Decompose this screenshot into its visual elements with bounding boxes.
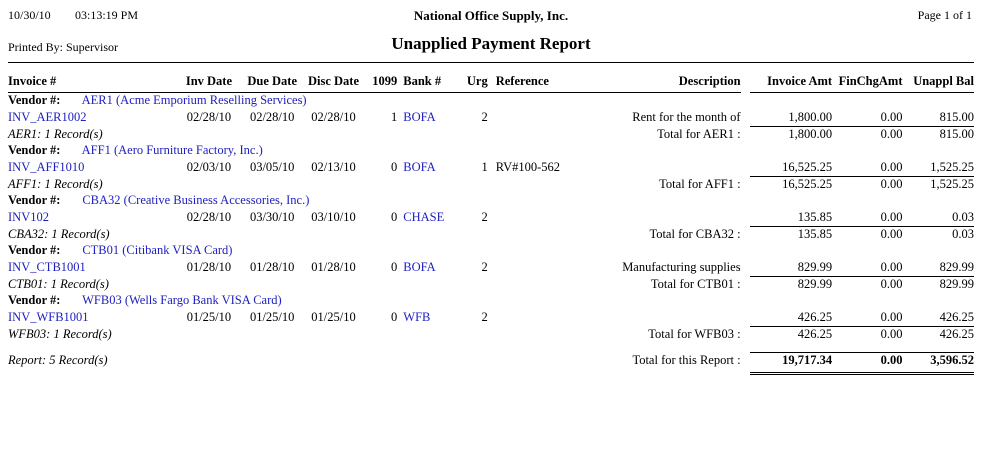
vendor-blank-3 <box>903 293 975 310</box>
inv-date: 01/28/10 <box>186 260 232 274</box>
due-date: 02/28/10 <box>249 110 295 124</box>
vendor-total-unappl-bal: 829.99 <box>903 277 975 294</box>
invoice-link[interactable] <box>8 260 177 277</box>
blank <box>401 327 461 344</box>
disc-date: 02/28/10 <box>311 110 356 124</box>
blank <box>401 277 461 294</box>
blank <box>461 327 492 344</box>
table-row <box>8 260 974 277</box>
invoice-link[interactable] <box>8 160 177 177</box>
due-date: 03/30/10 <box>249 210 295 224</box>
report-record-count: Report: 5 Record(s) <box>8 352 108 367</box>
row-gap <box>741 327 751 344</box>
vendor-id-link[interactable]: AER1 <box>81 93 113 107</box>
vendor-blank-2 <box>832 93 902 111</box>
finchg-amt: 0.00 <box>880 110 903 124</box>
header-divider <box>8 62 974 63</box>
finchg-amt: 0.00 <box>880 210 903 224</box>
row-gap <box>741 160 751 177</box>
invoice-number: INV_AFF1010 <box>8 160 85 174</box>
report-total-label: Total for this Report : <box>632 352 741 367</box>
vendor-total-finchg-amt: 0.00 <box>832 327 902 344</box>
vendor-label: Vendor #: <box>8 243 61 257</box>
vendor-header-cell <box>8 143 741 160</box>
col-invoice-amt: Invoice Amt <box>750 74 832 93</box>
inv-date: 02/28/10 <box>186 110 232 124</box>
vendor-blank-2 <box>832 193 902 210</box>
col-reference: Reference <box>492 74 597 93</box>
urg-value: 2 <box>481 110 488 124</box>
description-value: Manufacturing supplies <box>622 260 741 274</box>
blank <box>492 353 597 374</box>
bank-link[interactable] <box>401 110 461 127</box>
row-gap <box>741 110 751 127</box>
vendor-label: Vendor #: <box>8 193 61 207</box>
blank <box>492 277 597 294</box>
col-finchg-amt: FinChgAmt <box>832 74 902 93</box>
col-1099: 1099 <box>363 74 401 93</box>
vendor-total-label: Total for AFF1 : <box>659 176 741 191</box>
vendor-total-row <box>8 127 974 144</box>
vendor-total-label: Total for WFB03 : <box>648 326 741 341</box>
vendor-header-cell <box>8 243 741 260</box>
blank <box>241 177 304 194</box>
blank <box>461 177 492 194</box>
col-inv-date: Inv Date <box>177 74 241 93</box>
vendor-total-finchg-amt: 0.00 <box>832 177 902 194</box>
col-urg: Urg <box>461 74 492 93</box>
vendor-blank-1 <box>750 193 832 210</box>
vendor-gap <box>741 143 751 160</box>
blank <box>241 353 304 374</box>
report-header-line1 <box>0 8 982 24</box>
vendor-id-link[interactable]: WFB03 <box>82 293 122 307</box>
bank-code: BOFA <box>403 160 436 174</box>
blank <box>304 127 364 144</box>
column-header-row <box>8 74 974 93</box>
printed-by: Printed By: Supervisor <box>8 40 118 54</box>
report-total-invoice-amt: 19,717.34 <box>750 353 832 374</box>
blank <box>241 277 304 294</box>
blank <box>241 127 304 144</box>
blank <box>241 227 304 244</box>
blank <box>304 353 364 374</box>
flag-1099: 1 <box>391 110 398 124</box>
vendor-group-header <box>8 293 974 310</box>
vendor-group-header <box>8 143 974 160</box>
due-date: 01/28/10 <box>249 260 295 274</box>
vendor-blank-3 <box>903 243 975 260</box>
bank-link[interactable] <box>401 210 461 227</box>
vendor-total-label: Total for CTB01 : <box>650 276 741 291</box>
flag-1099: 0 <box>391 160 398 174</box>
blank <box>401 127 461 144</box>
vendor-total-invoice-amt: 1,800.00 <box>750 127 832 144</box>
table-row <box>8 310 974 327</box>
vendor-name: (Acme Emporium Reselling Services) <box>116 93 307 107</box>
spacer-cell <box>8 343 974 353</box>
vendor-total-unappl-bal: 815.00 <box>903 127 975 144</box>
vendor-total-unappl-bal: 1,525.25 <box>903 177 975 194</box>
col-gap <box>741 74 751 93</box>
blank <box>304 327 364 344</box>
blank <box>177 327 241 344</box>
bank-code: BOFA <box>403 110 436 124</box>
blank <box>401 353 461 374</box>
vendor-record-count: CTB01: 1 Record(s) <box>8 276 109 291</box>
row-gap <box>741 277 751 294</box>
vendor-total-finchg-amt: 0.00 <box>832 227 902 244</box>
urg-value: 2 <box>481 210 488 224</box>
blank <box>363 353 401 374</box>
table-row <box>8 160 974 177</box>
vendor-label: Vendor #: <box>8 93 61 107</box>
blank <box>492 177 597 194</box>
bank-code: CHASE <box>403 210 445 224</box>
unappl-bal: 815.00 <box>939 110 974 124</box>
blank <box>363 227 401 244</box>
row-gap <box>741 177 751 194</box>
bank-code: WFB <box>403 310 431 324</box>
vendor-name: (Wells Fargo Bank VISA Card) <box>124 293 282 307</box>
table-row <box>8 210 974 227</box>
unappl-bal: 0.03 <box>952 210 974 224</box>
vendor-blank-3 <box>903 143 975 160</box>
invoice-amt: 135.85 <box>797 210 833 224</box>
invoice-amt: 16,525.25 <box>782 160 833 174</box>
unappl-bal: 829.99 <box>939 260 974 274</box>
reference-value <box>492 310 597 327</box>
col-invoice: Invoice # <box>8 74 177 93</box>
due-date: 03/05/10 <box>249 160 295 174</box>
urg-value: 1 <box>481 160 488 174</box>
vendor-blank-1 <box>750 293 832 310</box>
invoice-number: INV_CTB1001 <box>8 260 86 274</box>
blank <box>492 327 597 344</box>
disc-date: 01/28/10 <box>311 260 356 274</box>
vendor-group-header <box>8 243 974 260</box>
vendor-total-row <box>8 227 974 244</box>
blank <box>177 127 241 144</box>
blank <box>304 277 364 294</box>
vendor-total-label: Total for AER1 : <box>657 126 741 141</box>
vendor-blank-2 <box>832 243 902 260</box>
vendor-label: Vendor #: <box>8 143 61 157</box>
vendor-gap <box>741 93 751 111</box>
vendor-group-header <box>8 93 974 111</box>
inv-date: 02/28/10 <box>186 210 232 224</box>
col-unappl-bal: Unappl Bal <box>903 74 975 93</box>
invoice-link[interactable] <box>8 110 177 127</box>
flag-1099: 0 <box>391 310 398 324</box>
vendor-name: (Aero Furniture Factory, Inc.) <box>113 143 263 157</box>
flag-1099: 0 <box>391 210 398 224</box>
row-gap <box>741 353 751 374</box>
vendor-id-link[interactable]: AFF1 <box>81 143 111 157</box>
vendor-id-link[interactable]: CBA32 <box>82 193 121 207</box>
vendor-record-count: AER1: 1 Record(s) <box>8 126 103 141</box>
report-total-unappl-bal: 3,596.52 <box>903 353 975 374</box>
vendor-blank-1 <box>750 143 832 160</box>
report-date: 10/30/10 <box>8 8 51 22</box>
bank-code: BOFA <box>403 260 436 274</box>
invoice-amt: 1,800.00 <box>788 110 833 124</box>
vendor-label: Vendor #: <box>8 293 61 307</box>
report-time: 03:13:19 PM <box>75 8 139 22</box>
blank <box>492 127 597 144</box>
blank <box>401 227 461 244</box>
col-disc-date: Disc Date <box>304 74 364 93</box>
vendor-blank-1 <box>750 93 832 111</box>
urg-value: 2 <box>481 260 488 274</box>
finchg-amt: 0.00 <box>880 310 903 324</box>
vendor-record-count: AFF1: 1 Record(s) <box>8 176 103 191</box>
description-value <box>597 310 741 327</box>
reference-value: RV#100-562 <box>495 160 561 174</box>
vendor-total-invoice-amt: 426.25 <box>750 327 832 344</box>
blank <box>492 227 597 244</box>
vendor-blank-2 <box>832 143 902 160</box>
footer-spacer <box>8 343 974 353</box>
reference-value <box>492 210 597 227</box>
vendor-id-link[interactable]: CTB01 <box>82 243 120 257</box>
table-row <box>8 110 974 127</box>
vendor-total-unappl-bal: 426.25 <box>903 327 975 344</box>
blank <box>177 177 241 194</box>
finchg-amt: 0.00 <box>880 160 903 174</box>
vendor-blank-3 <box>903 93 975 111</box>
inv-date: 02/03/10 <box>186 160 232 174</box>
bank-link[interactable] <box>401 310 461 327</box>
blank <box>401 177 461 194</box>
invoice-amt: 829.99 <box>797 260 833 274</box>
row-gap <box>741 260 751 277</box>
vendor-total-finchg-amt: 0.00 <box>832 127 902 144</box>
disc-date: 01/25/10 <box>311 310 356 324</box>
report-table-body <box>8 74 974 374</box>
blank <box>304 177 364 194</box>
blank <box>461 353 492 374</box>
blank <box>461 127 492 144</box>
report-header-line2 <box>0 34 982 58</box>
urg-value: 2 <box>481 310 488 324</box>
invoice-link[interactable] <box>8 310 177 327</box>
disc-date: 02/13/10 <box>311 160 356 174</box>
col-due-date: Due Date <box>241 74 304 93</box>
vendor-blank-2 <box>832 293 902 310</box>
inv-date: 01/25/10 <box>186 310 232 324</box>
vendor-total-invoice-amt: 135.85 <box>750 227 832 244</box>
vendor-group-header <box>8 193 974 210</box>
vendor-total-invoice-amt: 829.99 <box>750 277 832 294</box>
blank <box>241 327 304 344</box>
page-number: Page 1 of 1 <box>917 8 972 22</box>
reference-value <box>492 260 597 277</box>
vendor-total-row <box>8 277 974 294</box>
vendor-total-label: Total for CBA32 : <box>649 226 741 241</box>
invoice-link[interactable] <box>8 210 177 227</box>
invoice-number: INV102 <box>8 210 49 224</box>
description-value <box>597 160 741 177</box>
row-gap <box>741 127 751 144</box>
reference-value <box>492 110 597 127</box>
vendor-total-unappl-bal: 0.03 <box>903 227 975 244</box>
vendor-gap <box>741 243 751 260</box>
vendor-header-cell <box>8 293 741 310</box>
blank <box>177 353 241 374</box>
invoice-amt: 426.25 <box>797 310 833 324</box>
vendor-name: (Creative Business Accessories, Inc.) <box>123 193 310 207</box>
vendor-blank-1 <box>750 243 832 260</box>
flag-1099: 0 <box>391 260 398 274</box>
finchg-amt: 0.00 <box>880 260 903 274</box>
unappl-bal: 426.25 <box>939 310 974 324</box>
row-gap <box>741 310 751 327</box>
report-table <box>8 74 974 375</box>
due-date: 01/25/10 <box>249 310 295 324</box>
bank-link[interactable] <box>401 160 461 177</box>
invoice-number: INV_WFB1001 <box>8 310 89 324</box>
col-description: Description <box>597 74 741 93</box>
col-bank: Bank # <box>401 74 461 93</box>
blank <box>363 127 401 144</box>
blank <box>304 227 364 244</box>
row-gap <box>741 227 751 244</box>
vendor-header-cell <box>8 93 741 111</box>
blank <box>363 177 401 194</box>
vendor-total-row <box>8 327 974 344</box>
vendor-header-cell <box>8 193 741 210</box>
vendor-total-invoice-amt: 16,525.25 <box>750 177 832 194</box>
vendor-total-finchg-amt: 0.00 <box>832 277 902 294</box>
disc-date: 03/10/10 <box>311 210 356 224</box>
page-title: Unapplied Payment Report <box>391 34 591 53</box>
vendor-record-count: WFB03: 1 Record(s) <box>8 326 112 341</box>
vendor-name: (Citibank VISA Card) <box>122 243 233 257</box>
row-gap <box>741 210 751 227</box>
unappl-bal: 1,525.25 <box>930 160 974 174</box>
description-value <box>597 210 741 227</box>
vendor-total-row <box>8 177 974 194</box>
invoice-number: INV_AER1002 <box>8 110 87 124</box>
blank <box>461 227 492 244</box>
blank <box>363 277 401 294</box>
blank <box>363 327 401 344</box>
vendor-record-count: CBA32: 1 Record(s) <box>8 226 110 241</box>
company-name: National Office Supply, Inc. <box>413 8 569 23</box>
blank <box>177 277 241 294</box>
description-value: Rent for the month of <box>632 110 741 124</box>
report-total-finchg-amt: 0.00 <box>832 353 902 374</box>
report-total-row <box>8 353 974 374</box>
blank <box>461 277 492 294</box>
vendor-blank-3 <box>903 193 975 210</box>
blank <box>177 227 241 244</box>
vendor-gap <box>741 293 751 310</box>
bank-link[interactable] <box>401 260 461 277</box>
vendor-gap <box>741 193 751 210</box>
